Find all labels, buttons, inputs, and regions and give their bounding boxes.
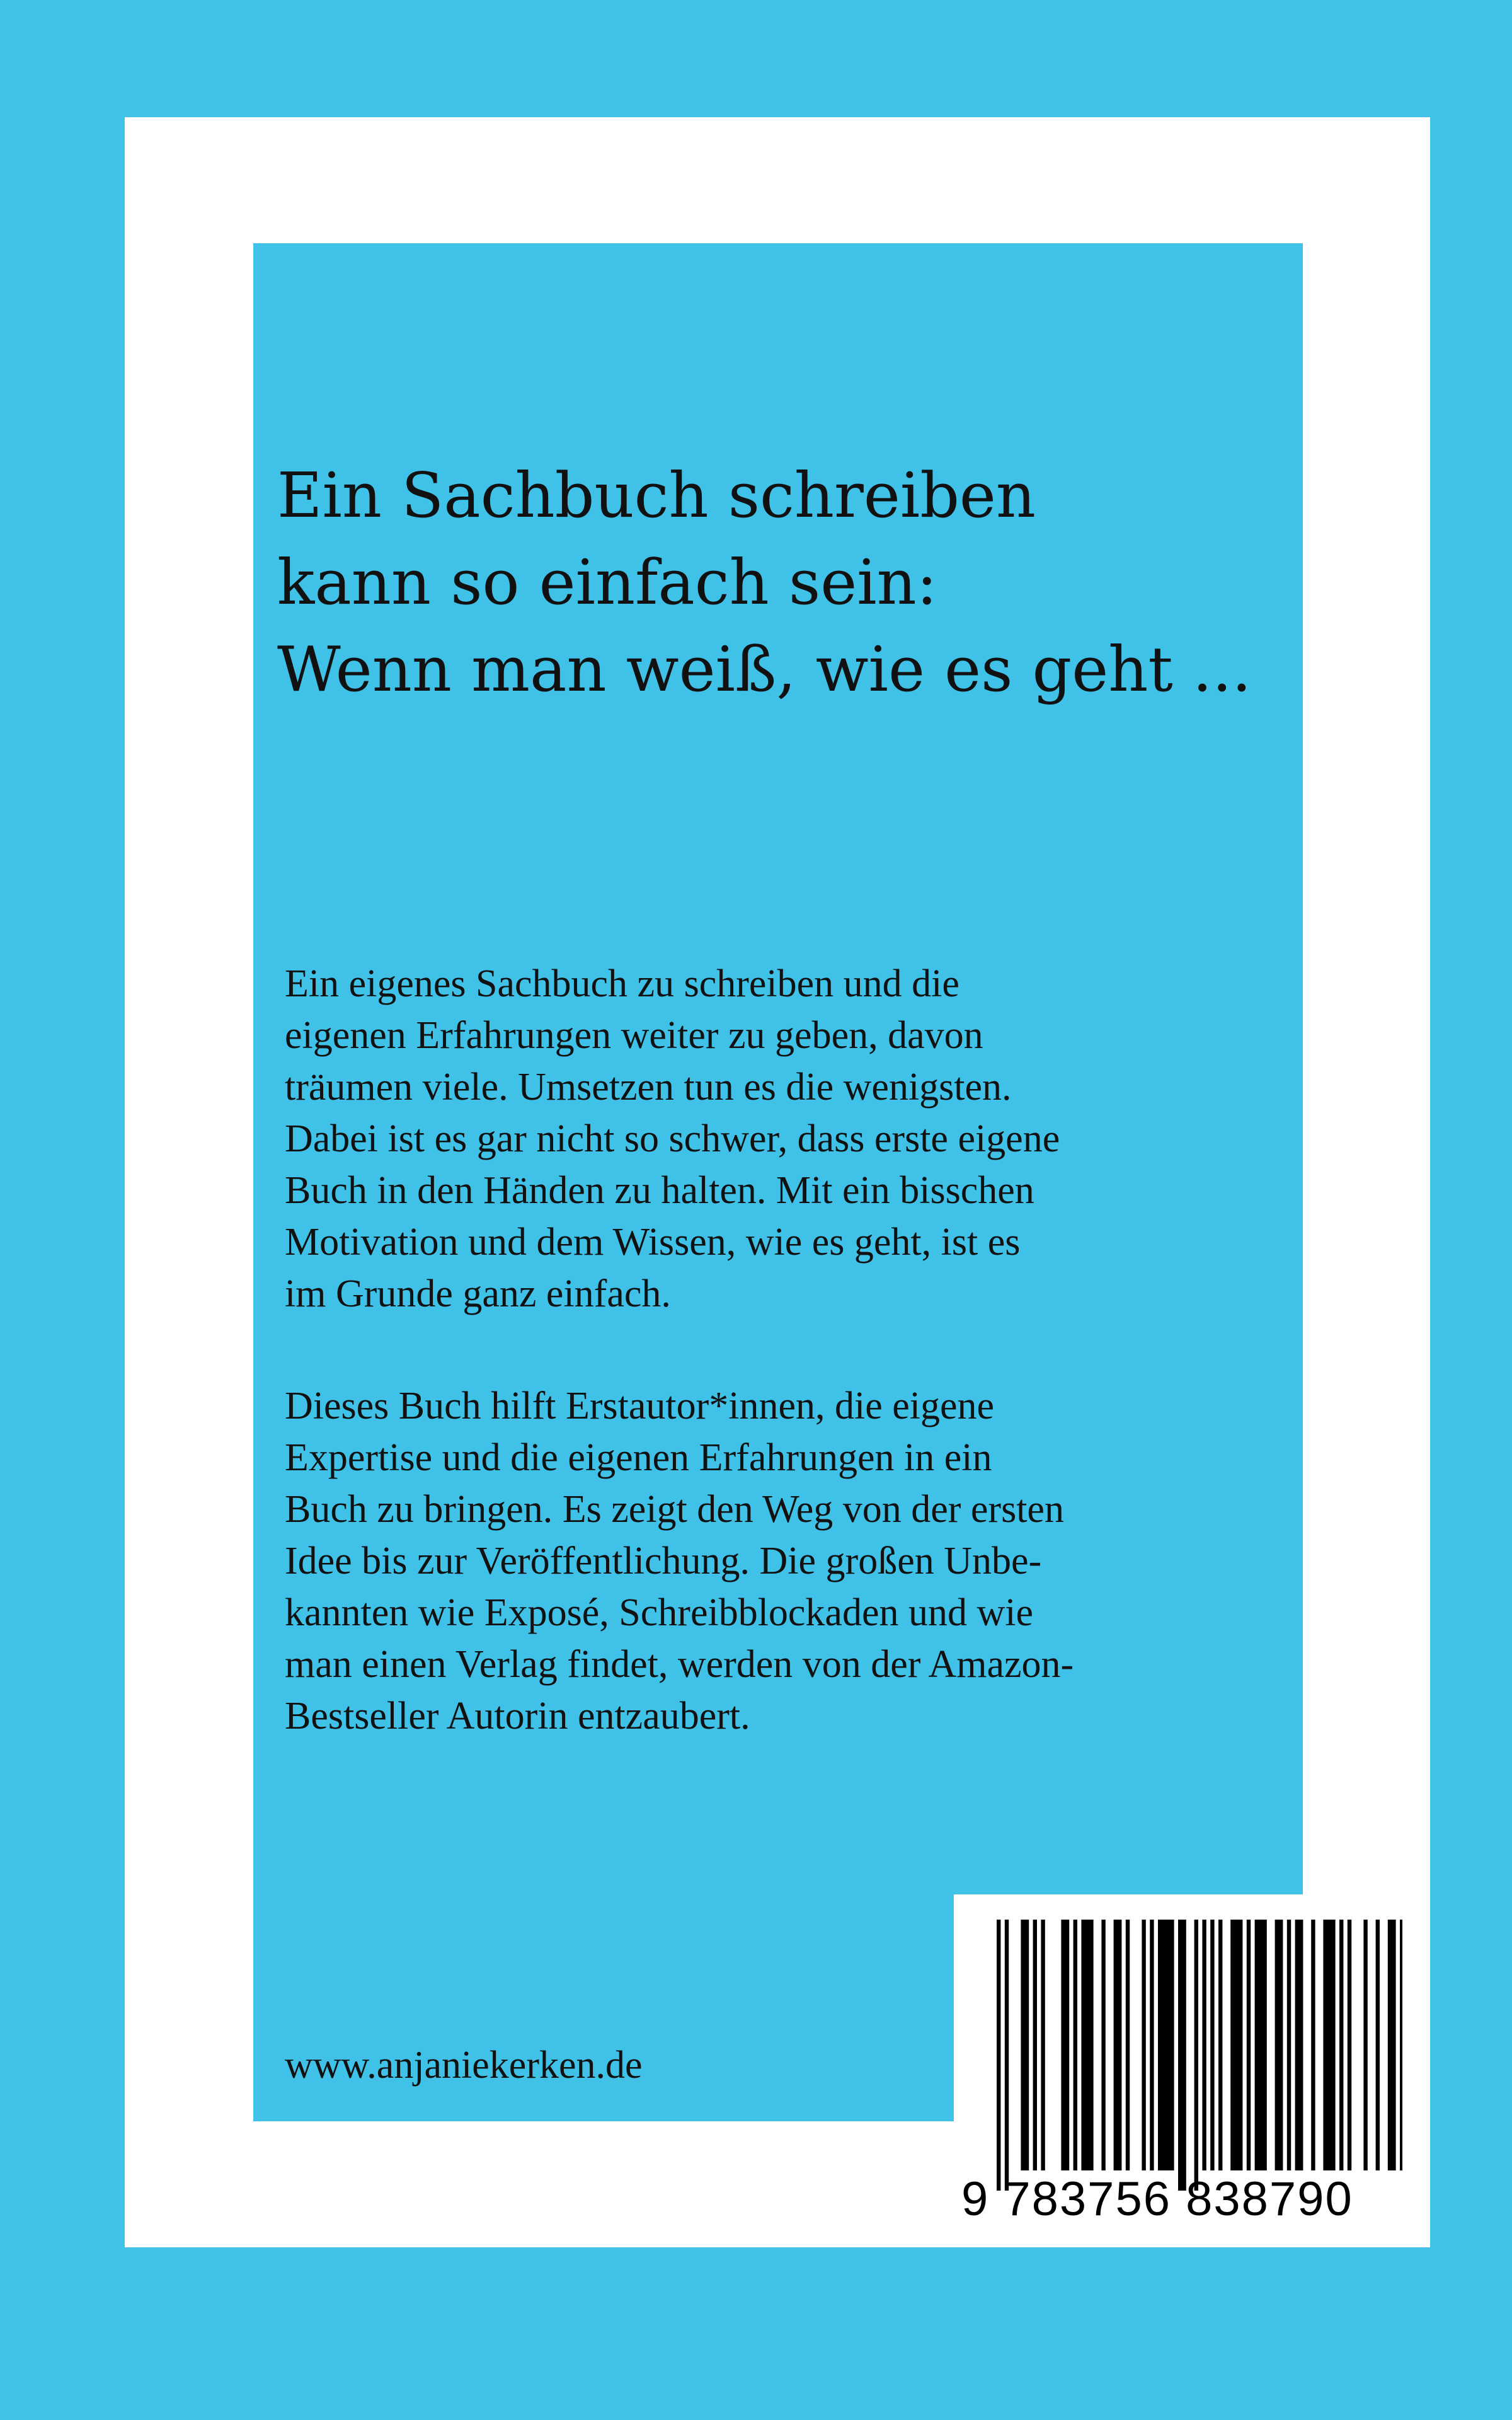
isbn-number: 9 783756 838790 bbox=[961, 2172, 1353, 2226]
barcode-bar bbox=[1021, 1920, 1029, 2170]
barcode-bar bbox=[1081, 1920, 1093, 2170]
barcode-bar bbox=[1074, 1920, 1077, 2170]
paragraph-line: träumen viele. Umsetzen tun es die wenigsten. bbox=[285, 1066, 1012, 1109]
barcode-bar bbox=[1218, 1920, 1222, 2170]
paragraph-line: eigenen Erfahrungen weiter zu geben, davon bbox=[285, 1014, 983, 1057]
barcode-bar bbox=[1275, 1920, 1283, 2170]
barcode-bar bbox=[1194, 1920, 1198, 2191]
barcode-bar bbox=[1388, 1920, 1396, 2170]
headline-line: Wenn man weiß, wie es geht ... bbox=[277, 634, 1252, 706]
barcode-bar bbox=[1142, 1920, 1145, 2170]
barcode-bar bbox=[1400, 1920, 1402, 2170]
description-paragraph-1 bbox=[285, 958, 1268, 1320]
barcode-bar bbox=[997, 1920, 1000, 2191]
description-paragraph-2 bbox=[285, 1380, 1268, 1742]
barcode-bar bbox=[1339, 1920, 1343, 2170]
barcode-bar bbox=[1202, 1920, 1206, 2170]
barcode-bar bbox=[1101, 1920, 1105, 2170]
paragraph-line: Idee bis zur Veröffentlichung. Die großen Unbe- bbox=[285, 1540, 1042, 1582]
author-website: www.anjaniekerken.de bbox=[285, 2044, 643, 2087]
barcode-bar bbox=[1178, 1920, 1186, 2191]
barcode-bar bbox=[1295, 1920, 1303, 2170]
paragraph-line: kannten wie Exposé, Schreibblockaden und wie bbox=[285, 1591, 1033, 1634]
paragraph-line: Expertise und die eigenen Erfahrungen in ein bbox=[285, 1436, 992, 1479]
barcode-bar bbox=[1033, 1920, 1037, 2170]
barcode-bar bbox=[1376, 1920, 1380, 2170]
paragraph-line: Dabei ist es gar nicht so schwer, dass erste eigene bbox=[285, 1117, 1060, 1160]
paragraph-line: Ein eigenes Sachbuch zu schreiben und die bbox=[285, 962, 959, 1005]
headline bbox=[277, 452, 1285, 713]
paragraph-line: man einen Verlag findet, werden von der Amazon- bbox=[285, 1643, 1074, 1686]
barcode-bar bbox=[1311, 1920, 1315, 2170]
barcode-bar bbox=[1287, 1920, 1291, 2170]
barcode-bar bbox=[1126, 1920, 1130, 2170]
barcode-bar bbox=[1247, 1920, 1251, 2170]
barcode-bar bbox=[1230, 1920, 1242, 2170]
paragraph-line: Buch in den Händen zu halten. Mit ein bisschen bbox=[285, 1169, 1034, 1212]
barcode-bar bbox=[1061, 1920, 1069, 2170]
barcode-bar bbox=[1348, 1920, 1351, 2170]
barcode-bar bbox=[1041, 1920, 1045, 2170]
barcode-bar bbox=[1005, 1920, 1009, 2191]
paragraph-line: Dieses Buch hilft Erstautor*innen, die eigene bbox=[285, 1385, 995, 1427]
headline-line: Ein Sachbuch schreiben bbox=[277, 460, 1036, 532]
paragraph-line: Bestseller Autorin entzaubert. bbox=[285, 1695, 750, 1737]
paragraph-line: Motivation und dem Wissen, wie es geht, ist es bbox=[285, 1221, 1021, 1264]
barcode-bar bbox=[1210, 1920, 1214, 2170]
barcode-bar bbox=[1158, 1920, 1174, 2170]
barcode-bar bbox=[1363, 1920, 1367, 2170]
barcode-bar bbox=[1150, 1920, 1154, 2170]
barcode-bar bbox=[1255, 1920, 1267, 2170]
paragraph-line: Buch zu bringen. Es zeigt den Weg von der ersten bbox=[285, 1488, 1064, 1531]
isbn-barcode bbox=[954, 1894, 1402, 2235]
barcode-bar bbox=[1114, 1920, 1122, 2170]
barcode-bar bbox=[1323, 1920, 1335, 2170]
headline-line: kann so einfach sein: bbox=[277, 547, 937, 619]
paragraph-line: im Grunde ganz einfach. bbox=[285, 1272, 671, 1315]
